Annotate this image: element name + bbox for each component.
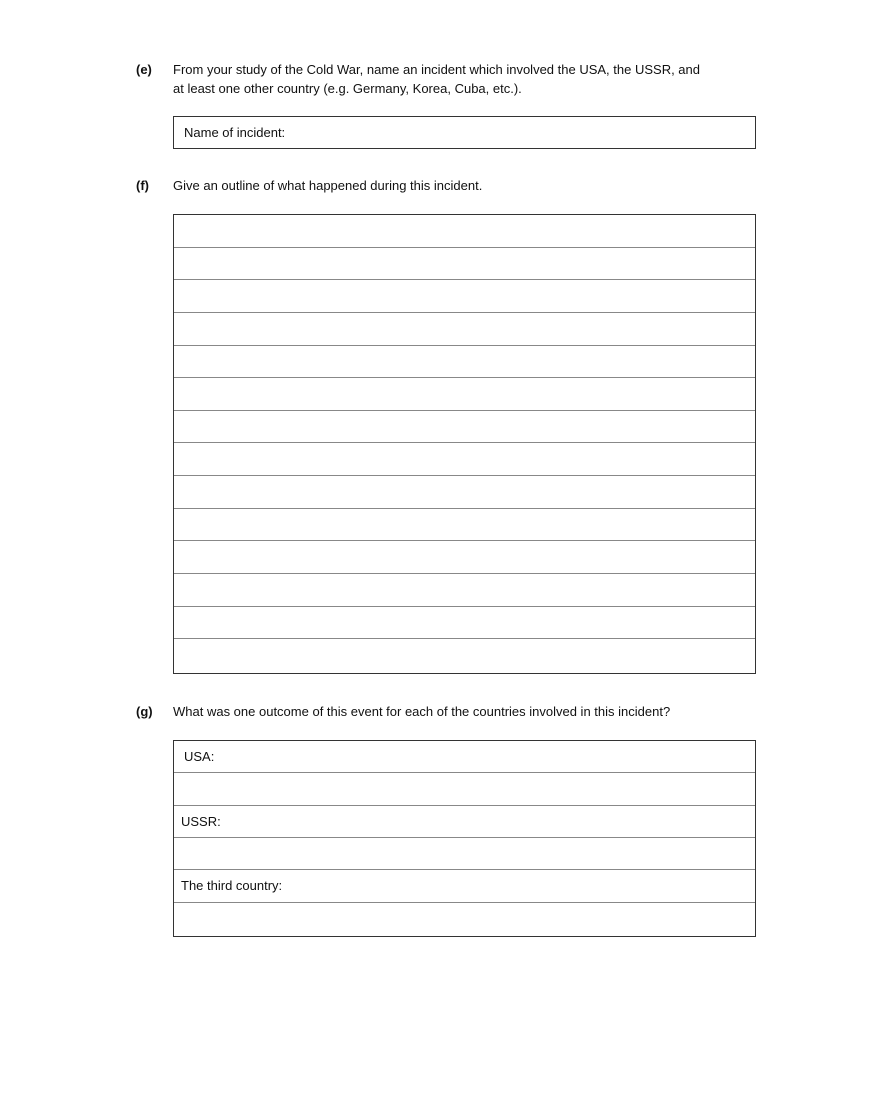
outcome-writing-line[interactable]	[174, 838, 755, 870]
outline-writing-line[interactable]	[174, 313, 755, 346]
outline-writing-line[interactable]	[174, 248, 755, 281]
question-f-text: Give an outline of what happened during this incident.	[173, 178, 483, 193]
outline-writing-line[interactable]	[174, 280, 755, 313]
outline-writing-line[interactable]	[174, 476, 755, 509]
outline-writing-line[interactable]	[174, 443, 755, 476]
question-f-label: (f)	[136, 178, 149, 193]
outcome-answer-field[interactable]	[181, 773, 755, 804]
outcome-answer-field[interactable]	[214, 741, 755, 772]
question-g-label: (g)	[136, 704, 153, 719]
outcome-writing-line[interactable]	[174, 773, 755, 805]
outcome-country-label: USA:	[184, 749, 215, 765]
outline-writing-line[interactable]	[174, 215, 755, 248]
outcome-answer-field[interactable]	[181, 838, 755, 869]
outline-writing-line[interactable]	[174, 639, 755, 672]
incident-name-box[interactable]	[173, 116, 756, 149]
outline-writing-line[interactable]	[174, 346, 755, 379]
outcome-label-row[interactable]	[174, 806, 755, 838]
question-e-text-line2: at least one other country (e.g. Germany, Korea, Cuba, etc.).	[173, 81, 522, 96]
outline-writing-line[interactable]	[174, 574, 755, 607]
question-g-text: What was one outcome of this event for each of the countries involved in this incident?	[173, 704, 671, 719]
incident-name-field[interactable]	[285, 117, 755, 147]
outcome-answer-field[interactable]	[181, 903, 755, 935]
outcome-country-label: USSR:	[181, 813, 221, 829]
outcome-answer-box[interactable]	[173, 740, 756, 937]
outcome-writing-line[interactable]	[174, 903, 755, 935]
outline-writing-line[interactable]	[174, 378, 755, 411]
incident-name-label: Name of incident:	[184, 124, 286, 140]
outline-answer-box[interactable]	[173, 214, 756, 674]
outline-writing-line[interactable]	[174, 607, 755, 640]
outline-writing-line[interactable]	[174, 509, 755, 542]
outline-writing-line[interactable]	[174, 541, 755, 574]
question-e-text	[173, 60, 763, 98]
outcome-country-label: The third country:	[181, 878, 283, 894]
outcome-answer-field[interactable]	[282, 870, 755, 901]
outcome-answer-field[interactable]	[221, 806, 755, 837]
outcome-label-row[interactable]	[174, 870, 755, 902]
outline-writing-line[interactable]	[174, 411, 755, 444]
incident-name-row[interactable]	[174, 117, 755, 147]
outcome-label-row[interactable]	[174, 741, 755, 773]
question-e-label: (e)	[136, 62, 152, 77]
question-e-text-line1: From your study of the Cold War, name an incident which involved the USA, the USSR, and	[173, 62, 700, 77]
